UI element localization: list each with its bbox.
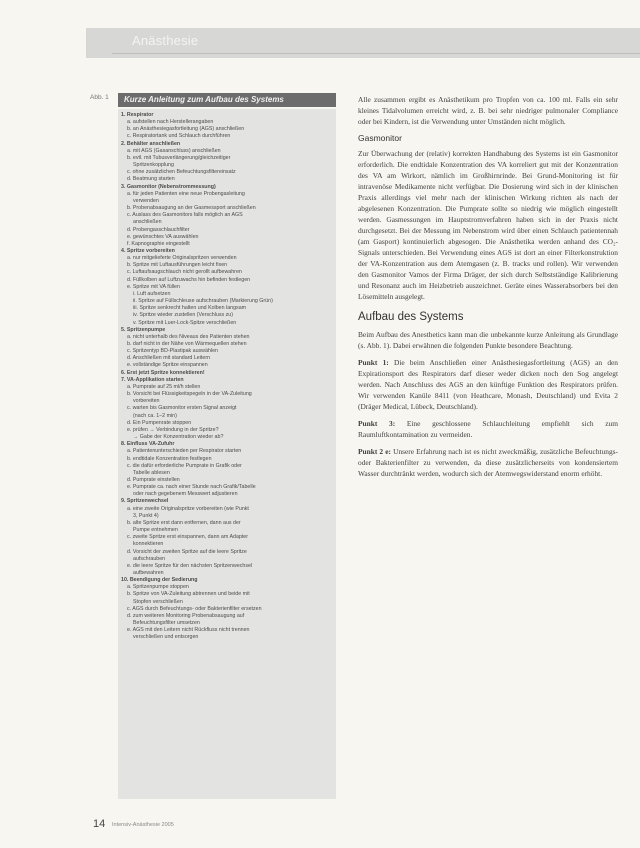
list-step-heading: 9. Spritzenwechsel (121, 498, 169, 505)
paragraph-gasmonitor: Zur Überwachung der (relativ) korrekten Handhabung des Systems ist ein Gasmonitor erforderlich. Die endtidale Konzentration des VA korreliert gut mit der Konzentration des VA am Wirkort, nämlich im Großhirnrinde. Bei Grund-Monitoring ist für intravenöse Medikamente nicht verfügbar. Die Dosierung wird sich in der klinischen Praxis allerdings viel mehr nach der klinischen Wirkung richten als nach der abgelesenen Konzentration. Die Pumprate sollte so niedrig wie möglich eingestellt werden. Gasmessungen im Hauptstromverfahren haben sich in der Praxis nicht durchgesetzt. Bei der Messung im Nebenstrom wird über einen Schlauch patientennah (am Gasport) kontinuierlich abgesogen. Die Anästhetika werden anhand des CO₂-Signals unterschieden. Bei Verwendung eines AGS ist dort an einer Filterkonstruktion der VA-Konzentration aus dem Atemgasen (z. B. tracks und rollen). Wir verwenden den Gasmonitor Vamos der Firma Dräger, der sich durch Selbstständige Kalibrierung und Resonanz auch im Heizbetrieb auszeichnet. Geräte eines Wasserabsorbers bei den Lösemitteln ausgelegt. (358, 149, 618, 301)
list-item: c. warten bis Gasmonitor ersten Signal anzeigt (127, 405, 237, 412)
punkt-3-label: Punkt 3: (358, 419, 396, 428)
list-item: verwenden (133, 197, 159, 204)
list-item: Befeuchtungsfilter umsetzen (133, 620, 200, 627)
list-item: d. Ein Pumpenrate stoppen (127, 419, 192, 426)
list-item: d. Füllkolben auf Luftzuwachs hin befinden festlegen (127, 276, 251, 283)
list-item: iv. Spritze wieder zustellen (Verschluss zu) (133, 312, 233, 319)
list-item: d. Pumprate einstellen (127, 476, 180, 483)
list-item: oder nach gegebenem Messwert adjustieren (133, 491, 238, 498)
list-item: vorbereiten (133, 398, 160, 405)
list-item: ii. Spritze auf Füllschleuse aufschrauben (Markierung Grün) (133, 298, 273, 305)
list-item: d. zum weiteren Monitoring Probenabsaugung auf (127, 612, 245, 619)
list-item: c. AGS durch Befeuchtungs- oder Bakterienfilter ersetzen (127, 605, 262, 612)
list-item: a. Patientenunterschieden per Respirator starten (127, 448, 242, 455)
punkt-1-text: Die beim Anschließen einer Anästhesiegasfortleitung (AGS) an den Expirationsport des Respirators darf dieser weder dicken noch den Sog angelegt werden. Nach Anschluss des AGS an den künftige Funktion des Respirators prüfen. Wir verwenden Kanüle 8411 (von Heathcare, Monash, Deutschland) und Evita 2 (Dräger Medical, Lübeck, Deutschland). (358, 358, 618, 411)
list-step-heading: 5. Spritzenpumpe (121, 326, 166, 333)
list-item: Pumpe entnehmen (133, 527, 178, 534)
list-item: d. Vorsicht der zweiten Spritze auf die leere Spritze (127, 548, 247, 555)
list-item: (nach ca. 1–2 min) (133, 412, 177, 419)
list-step-heading: 8. Einfluss VA-Zufuhr (121, 441, 175, 448)
list-item: → Gabe der Konzentration wieder ab? (133, 434, 224, 441)
list-item: b. Vorsicht bei Flüssigkeitspegeln in der VA-Zuleitung (127, 391, 252, 398)
list-item: c. die dafür erforderliche Pumprate in Grafik oder (127, 462, 242, 469)
list-item: a. mit AGS (Gasanschluss) anschließen (127, 147, 221, 154)
list-item: aufbewahren (133, 570, 164, 576)
list-item: e. Spritze mit VA füllen (127, 283, 180, 290)
list-item: c. Auslass des Gasmonitors falls möglich an AGS (127, 212, 243, 219)
journal-source: Intensiv-Anästhesie 2005 (112, 822, 174, 828)
figure-label: Abb. 1 (90, 94, 109, 101)
list-item: d. Beatmung starten (127, 176, 175, 183)
punkt-3-text: Eine geschlossene Schlauchleitung empfiehlt sich zum Raumluftkontamination zu vermeiden. (358, 419, 618, 439)
list-item: a. eine zweite Originalspritze vorbereiten (wie Punkt (127, 505, 249, 512)
list-item: e. AGS mit den Leitern nicht Rückfluss nicht trennen (127, 627, 250, 634)
list-item: c. ohne zusätzlichen Befeuchtungsfiltereinsatz (127, 169, 236, 176)
list-step-heading: 7. VA-Applikation starten (121, 376, 184, 383)
list-item: e. vollständige Spritze einspannen (127, 362, 208, 369)
list-item: e. die leere Spritze für den nächsten Spritzenwechsel (127, 562, 253, 569)
header-divider (112, 53, 640, 54)
list-item: verschließen und entsorgen (133, 634, 199, 641)
list-item: a. Spritzenpumpe stoppen (127, 584, 189, 591)
list-step-heading: 4. Spritze vorbereiten (121, 247, 175, 254)
box-title: Kurze Anleitung zum Aufbau des Systems (124, 95, 284, 104)
list-item: f. Kapnographie eingestellt (127, 240, 190, 247)
list-item: a. für jeden Patienten eine neue Probengasleitung (127, 190, 245, 197)
instruction-list (121, 112, 333, 642)
list-item: d. Probengasschlauchfilter (127, 226, 190, 233)
list-item: e. Pumprate ca. nach einer Stunde nach Grafik/Tabelle (127, 484, 256, 491)
list-item: e. prüfen → Verbindung in der Spritze? (127, 426, 219, 433)
list-item: b. Spritze von VA-Zuleitung abtrennen und beide mit (127, 591, 250, 598)
list-item: Stopfen verschließen (133, 598, 183, 605)
list-item: b. Probenabsaugung an der Gasmessport anschließen (127, 205, 256, 212)
list-item: c. zweite Spritze erst einspannen, dann am Adapter (127, 534, 249, 541)
list-item: 3, Punkt 4) (133, 512, 159, 519)
punkt-1-label: Punkt 1: (358, 358, 389, 367)
list-step-heading: 2. Behälter anschließen (121, 140, 181, 147)
list-item: e. gewünschtes VA auswählen (127, 233, 199, 240)
list-item: Tabelle ablesen (133, 469, 170, 476)
list-item: b. an Anästhesiegasfortleitung (AGS) anschließen (127, 126, 245, 133)
page-number: 14 (93, 818, 106, 830)
list-item: d. Anschließen mit standard Leitern (127, 355, 211, 362)
list-step-heading: 6. Erst jetzt Spritze konnektieren! (121, 369, 205, 376)
paragraph-punkt-2e (358, 446, 618, 479)
list-item: iii. Spritze senkrecht halten und Kolben langsam (133, 305, 247, 312)
paragraph-aufbau: Beim Aufbau des Anesthetics kann man die unbekannte kurze Anleitung als Grundlage (s. Abb. 1). Dabei erwähnen die folgenden Punkte besondere Beachtung. (358, 330, 618, 350)
list-item: c. Luftaufsaugschlauch nicht gerollt aufbewahren (127, 269, 242, 276)
list-step-heading: 1. Respirator (121, 112, 154, 118)
list-item: b. darf nicht in der Nähe von Wärmequellen stehen (127, 341, 247, 347)
list-item: a. nur mitgelieferte Originalspritzen verwenden (127, 255, 237, 262)
section-heading-aufbau: Aufbau des Systems (358, 311, 464, 323)
paragraph-punkt-1 (358, 357, 618, 412)
list-item: b. alte Spritze erst dann entfernen, dann aus der (127, 519, 241, 526)
list-item: a. Pumprate auf 25 ml/h stellen (127, 383, 201, 390)
page-header-title: Anästhesie (132, 33, 199, 48)
list-item: aufschrauben (133, 555, 166, 562)
list-item: b. Spritze mit Luftausführungen leicht fixen (127, 262, 228, 269)
list-item: v. Spritze mit Luer-Lock-Spitze verschließen (133, 319, 237, 326)
list-item: a. nicht unterhalb des Niveaus des Patienten stehen (127, 333, 250, 340)
list-item: anschließen (133, 219, 162, 226)
list-step-heading: 3. Gasmonitor (Nebenstrommessung) (121, 183, 216, 190)
list-item: Spritzenkopplung (133, 162, 174, 169)
list-item: konnektieren (133, 541, 164, 548)
punkt-2e-text: Unsere Erfahrung nach ist es nicht zweckmäßig, zusätzliche Befeuchtungs- oder Bakterienfilter zu verwenden, da diese zusätzlicherseits von kondensiertem Wasser durchtränkt werden, wodurch sich der Atemwegswiderstand enorm erhöht. (358, 447, 618, 478)
list-step-heading: 10. Beendigung der Sedierung (121, 577, 198, 584)
list-item: a. aufstellen nach Herstellerangaben (127, 119, 214, 126)
list-item: c. Respiratortank und Schlauch durchführen (127, 133, 231, 140)
paragraph-intro: Alle zusammen ergibt es Anästhetikum pro Tropfen von ca. 100 ml. Falls ein sehr kleines Tidalvolumen erreicht wird, z. B. bei sehr niedriger pulmonaler Compliance oder bei Kindern, ist die Verwendung unter Umständen nicht möglich. (358, 95, 618, 126)
list-item: c. Spritzentyp BD-Plastipak auswählen (127, 348, 218, 355)
punkt-2e-label: Punkt 2 e: (358, 447, 391, 456)
body-text-column (358, 94, 618, 485)
paragraph-punkt-3 (358, 418, 618, 440)
list-item: b. evtl. mit Tubusverlängerung/gleichzeitiger (127, 154, 231, 161)
list-item: b. endtidale Konzentration festlegen (127, 455, 212, 462)
list-item: i. Luft aufsetzen (133, 290, 171, 297)
section-heading-gasmonitor: Gasmonitor (358, 133, 402, 143)
